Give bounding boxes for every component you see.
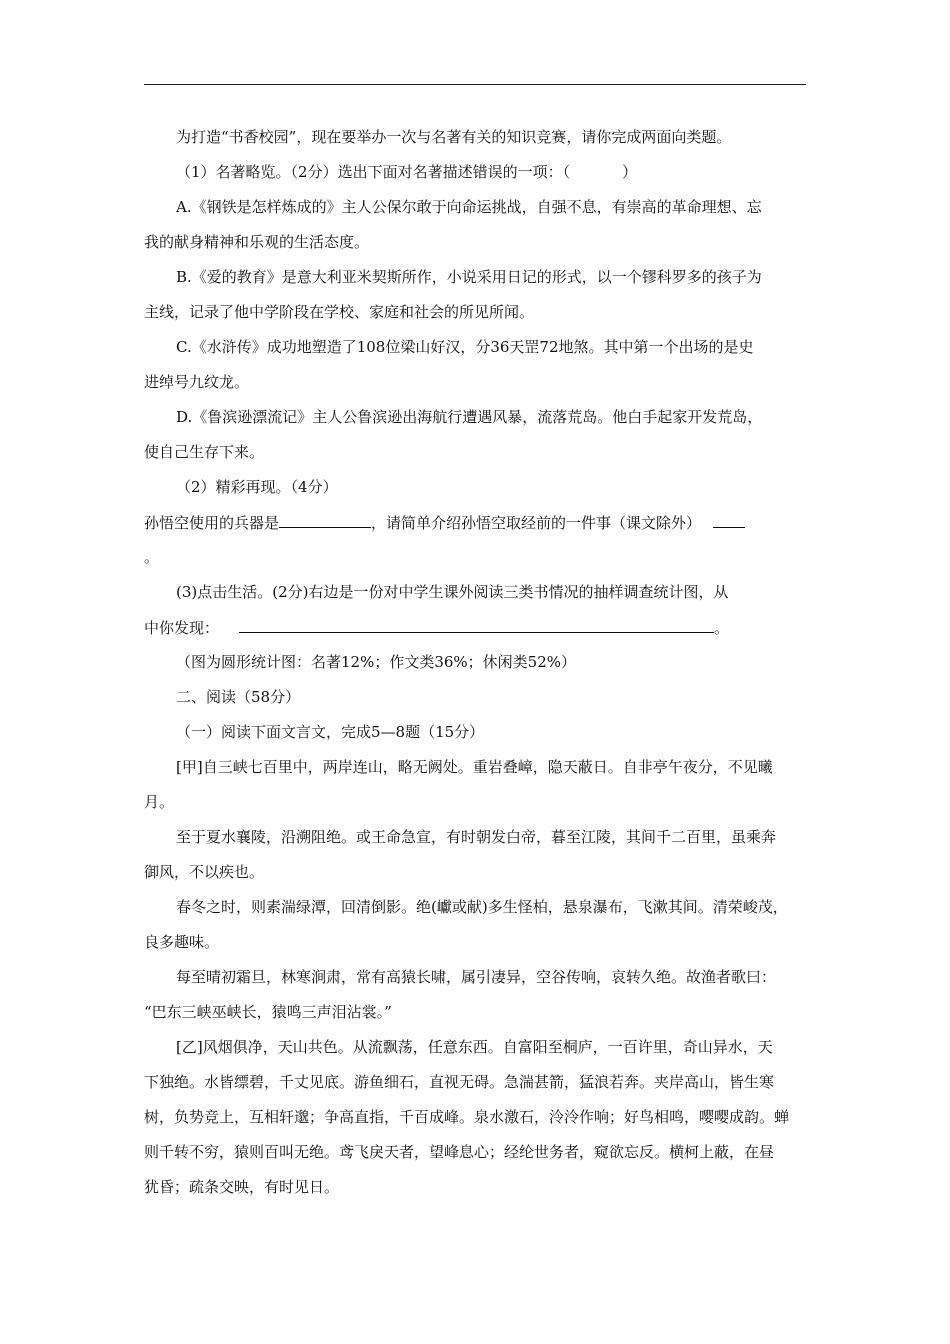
yi-line1: [乙]风烟俱净，天山共色。从流飘荡，任意东西。自富阳至桐庐，一百许里，奇山异水，天 (176, 1038, 773, 1056)
jia-p4-line1: 每至晴初霜旦，林寒涧肃，常有高猿长啸，属引凄异，空谷传响，哀转久绝。故渔者歌曰： (176, 968, 777, 986)
option-a-line2: 我的献身精神和乐观的生活态度。 (144, 233, 370, 251)
intro-text: 为打造“书香校园”，现在要举办一次与名著有关的知识竞赛，请你完成两面向类题。 (176, 128, 732, 146)
section-2-heading: 二、阅读（58分） (176, 688, 301, 706)
yi-line3: 树，负势竞上，互相轩邈；争高直指，千百成峰。泉水激石，泠泠作响；好鸟相鸣，嘤嘤成韵。蝉 (144, 1108, 790, 1126)
q1-title (176, 162, 806, 182)
option-a-line1: A.《钢铁是怎样炼成的》主人公保尔敢于向命运挑战，自强不息，有崇高的革命理想、忘 (176, 198, 762, 216)
jia-p4-line2: “巴东三峡巫峡长，猿鸣三声泪沾裳。” (144, 1003, 392, 1021)
q3-end: 。 (714, 619, 730, 637)
q2-text-a: 孙悟空使用的兵器是 (144, 514, 280, 532)
q3-line1: (3)点击生活。(2分)右边是一份对中学生课外阅读三类书情况的抽样调查统计图，从 (176, 583, 729, 601)
option-d-line1: D.《鲁滨逊漂流记》主人公鲁滨逊出海航行遭遇风暴，流落荒岛。他白手起家开发荒岛， (176, 408, 763, 426)
yi-line4: 则千转不穷，猿则百叫无绝。鸢飞戾天者，望峰息心；经纶世务者，窥欲忘反。横柯上蔽，在昼 (144, 1143, 775, 1161)
option-d-line2: 使自己生存下来。 (144, 443, 265, 461)
yi-line2: 下独绝。水皆缥碧，千丈见底。游鱼细石，直视无碍。急湍甚箭，猛浪若奔。夹岸高山，皆生寒 (144, 1073, 775, 1091)
option-c-line2: 进绰号九纹龙。 (144, 373, 250, 391)
jia-p3-line2: 良多趣味。 (144, 933, 220, 951)
discovery-answer-blank[interactable] (239, 617, 714, 633)
option-b-line2: 主线，记录了他中学阶段在学校、家庭和社会的所见所闻。 (144, 303, 535, 321)
q2-text-b: ，请简单介绍孙悟空取经前的一件事（课文除外） (371, 514, 702, 532)
jia-p1-line2: 月。 (144, 793, 175, 811)
q2-title: （2）精彩再现。（4分） (176, 478, 338, 496)
jia-p3-line1: 春冬之时，则素湍绿潭，回清倒影。绝(巘或献)多生怪柏，悬泉瀑布，飞漱其间。清荣峻茂， (176, 898, 788, 916)
weapon-answer-blank[interactable] (279, 512, 371, 528)
chart-note: （图为圆形统计图：名著12%；作文类36%；休闲类52%） (176, 653, 577, 671)
yi-line5: 犹昏；疏条交映，有时见日。 (144, 1178, 340, 1196)
q1-close-paren: ） (622, 163, 638, 181)
jia-p2-line2: 御风，不以疾也。 (144, 863, 265, 881)
q2-question (144, 512, 806, 533)
section-2-subheading: （一）阅读下面文言文，完成5—8题（15分） (176, 723, 485, 741)
option-b-line1: B.《爱的教育》是意大利亚米契斯所作，小说采用日记的形式，以一个镠科罗多的孩子为 (176, 268, 762, 286)
q3-prompt: 中你发现： (144, 619, 220, 637)
jia-p2-line1: 至于夏水襄陵，沿溯阻绝。或王命急宣，有时朝发白帝，暮至江陵，其间千二百里，虽乘奔 (176, 828, 777, 846)
q2-end: 。 (144, 548, 160, 566)
header-rule (144, 84, 806, 85)
option-c-line1: C.《水浒传》成功地塑造了108位梁山好汉，分36天罡72地煞。其中第一个出场的是史 (176, 338, 754, 356)
story-answer-blank[interactable] (713, 512, 745, 528)
q1-title-text: （1）名著略览。（2分）选出下面对名著描述错误的一项：（ (176, 163, 571, 181)
jia-p1-line1: [甲]自三峡七百里中，两岸连山，略无阙处。重岩叠嶂，隐天蔽日。自非亭午夜分，不见曦 (176, 758, 773, 776)
q3-line2 (144, 617, 806, 638)
